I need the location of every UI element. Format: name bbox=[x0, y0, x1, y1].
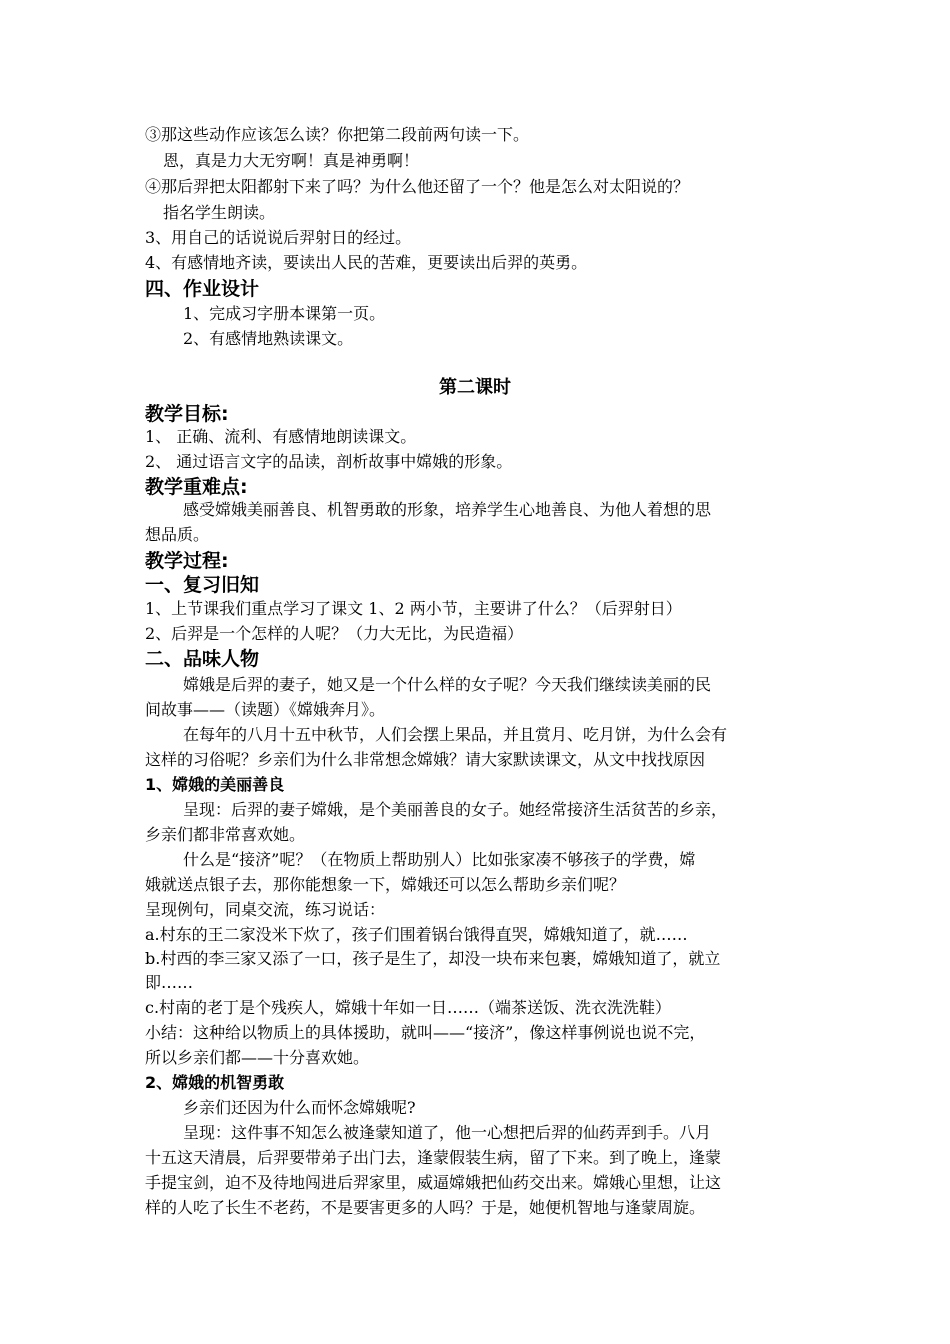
homework-item: 1、完成习字册本课第一页。 bbox=[183, 304, 386, 323]
goal-item: 1、 正确、流利、有感情地朗读课文。 bbox=[145, 427, 417, 446]
text-line: 即…… bbox=[145, 973, 194, 992]
text-line: 所以乡亲们都——十分喜欢她。 bbox=[145, 1048, 370, 1067]
section-heading-homework: 四、作业设计 bbox=[145, 278, 260, 300]
lesson-title: 第二课时 bbox=[439, 377, 511, 398]
text-line: c.村南的老丁是个残疾人，嫦娥十年如一日……（端茶送饭、洗衣洗洗鞋） bbox=[145, 998, 672, 1017]
text-line: 间故事——（读题）《嫦娥奔月》。 bbox=[145, 700, 386, 719]
text-line: 乡亲们还因为什么而怀念嫦娥呢? bbox=[183, 1098, 416, 1117]
section-heading-review: 一、复习旧知 bbox=[145, 574, 260, 596]
text-line: 想品质。 bbox=[145, 525, 210, 544]
text-line: 呈现例句，同桌交流，练习说话： bbox=[145, 900, 386, 919]
text-line: 在每年的八月十五中秋节，人们会摆上果品，并且赏月、吃月饼，为什么会有 bbox=[183, 725, 728, 744]
text-line: 十五这天清晨，后羿要带弟子出门去，逢蒙假装生病，留了下来。到了晚上，逢蒙 bbox=[145, 1148, 722, 1167]
text-line: 4、有感情地齐读，要读出人民的苦难，更要读出后羿的英勇。 bbox=[145, 253, 588, 272]
goals-heading: 教学目标: bbox=[145, 403, 229, 425]
text-line: ③那这些动作应该怎么读？你把第二段前两句读一下。 bbox=[145, 125, 530, 144]
text-line: 2、后羿是一个怎样的人呢？（力大无比，为民造福） bbox=[145, 624, 524, 643]
goal-item: 2、 通过语言文字的品读，剖析故事中嫦娥的形象。 bbox=[145, 452, 513, 471]
text-line: 乡亲们都非常喜欢她。 bbox=[145, 825, 306, 844]
section-heading-character: 二、品味人物 bbox=[145, 648, 260, 670]
subheading-wisdom: 2、嫦娥的机智勇敢 bbox=[145, 1073, 285, 1092]
text-line: 3、用自己的话说说后羿射日的经过。 bbox=[145, 228, 412, 247]
text-line: 这样的习俗呢？乡亲们为什么非常想念嫦娥？请大家默读课文，从文中找找原因 bbox=[145, 750, 706, 769]
process-heading: 教学过程: bbox=[145, 550, 229, 572]
text-line: ④那后羿把太阳都射下来了吗？为什么他还留了一个？他是怎么对太阳说的？ bbox=[145, 177, 690, 196]
text-line: 呈现：后羿的妻子嫦娥，是个美丽善良的女子。她经常接济生活贫苦的乡亲， bbox=[183, 800, 728, 819]
key-points-heading: 教学重难点: bbox=[145, 476, 248, 498]
text-line: 指名学生朗读。 bbox=[163, 203, 276, 222]
text-line: 呈现：这件事不知怎么被逢蒙知道了，他一心想把后羿的仙药弄到手。八月 bbox=[183, 1123, 712, 1142]
text-line: 样的人吃了长生不老药，不是要害更多的人吗？于是，她便机智地与逢蒙周旋。 bbox=[145, 1198, 706, 1217]
text-line: 1、上节课我们重点学习了课文 1、2 两小节，主要讲了什么？（后羿射日） bbox=[145, 599, 682, 618]
text-line: 恩，真是力大无穷啊！真是神勇啊！ bbox=[163, 151, 420, 170]
text-line: 什么是“接济”呢？（在物质上帮助别人）比如张家凑不够孩子的学费，嫦 bbox=[183, 850, 696, 869]
subheading-kindness: 1、嫦娥的美丽善良 bbox=[145, 775, 285, 794]
text-line: a.村东的王二家没米下炊了，孩子们围着锅台饿得直哭，嫦娥知道了，就…… bbox=[145, 925, 688, 944]
text-line: 娥就送点银子去，那你能想象一下，嫦娥还可以怎么帮助乡亲们呢？ bbox=[145, 875, 626, 894]
text-line: 手提宝剑，迫不及待地闯进后羿家里，威逼嫦娥把仙药交出来。嫦娥心里想，让这 bbox=[145, 1173, 722, 1192]
text-line: 嫦娥是后羿的妻子，她又是一个什么样的女子呢？今天我们继续读美丽的民 bbox=[183, 675, 712, 694]
text-line: 感受嫦娥美丽善良、机智勇敢的形象，培养学生心地善良、为他人着想的思 bbox=[183, 500, 712, 519]
homework-item: 2、有感情地熟读课文。 bbox=[183, 329, 354, 348]
text-line: 小结：这种给以物质上的具体援助，就叫——“接济”，像这样事例说也说不完， bbox=[145, 1023, 706, 1042]
text-line: b.村西的李三家又添了一口，孩子是生了，却没一块布来包裹，嫦娥知道了，就立 bbox=[145, 949, 721, 968]
